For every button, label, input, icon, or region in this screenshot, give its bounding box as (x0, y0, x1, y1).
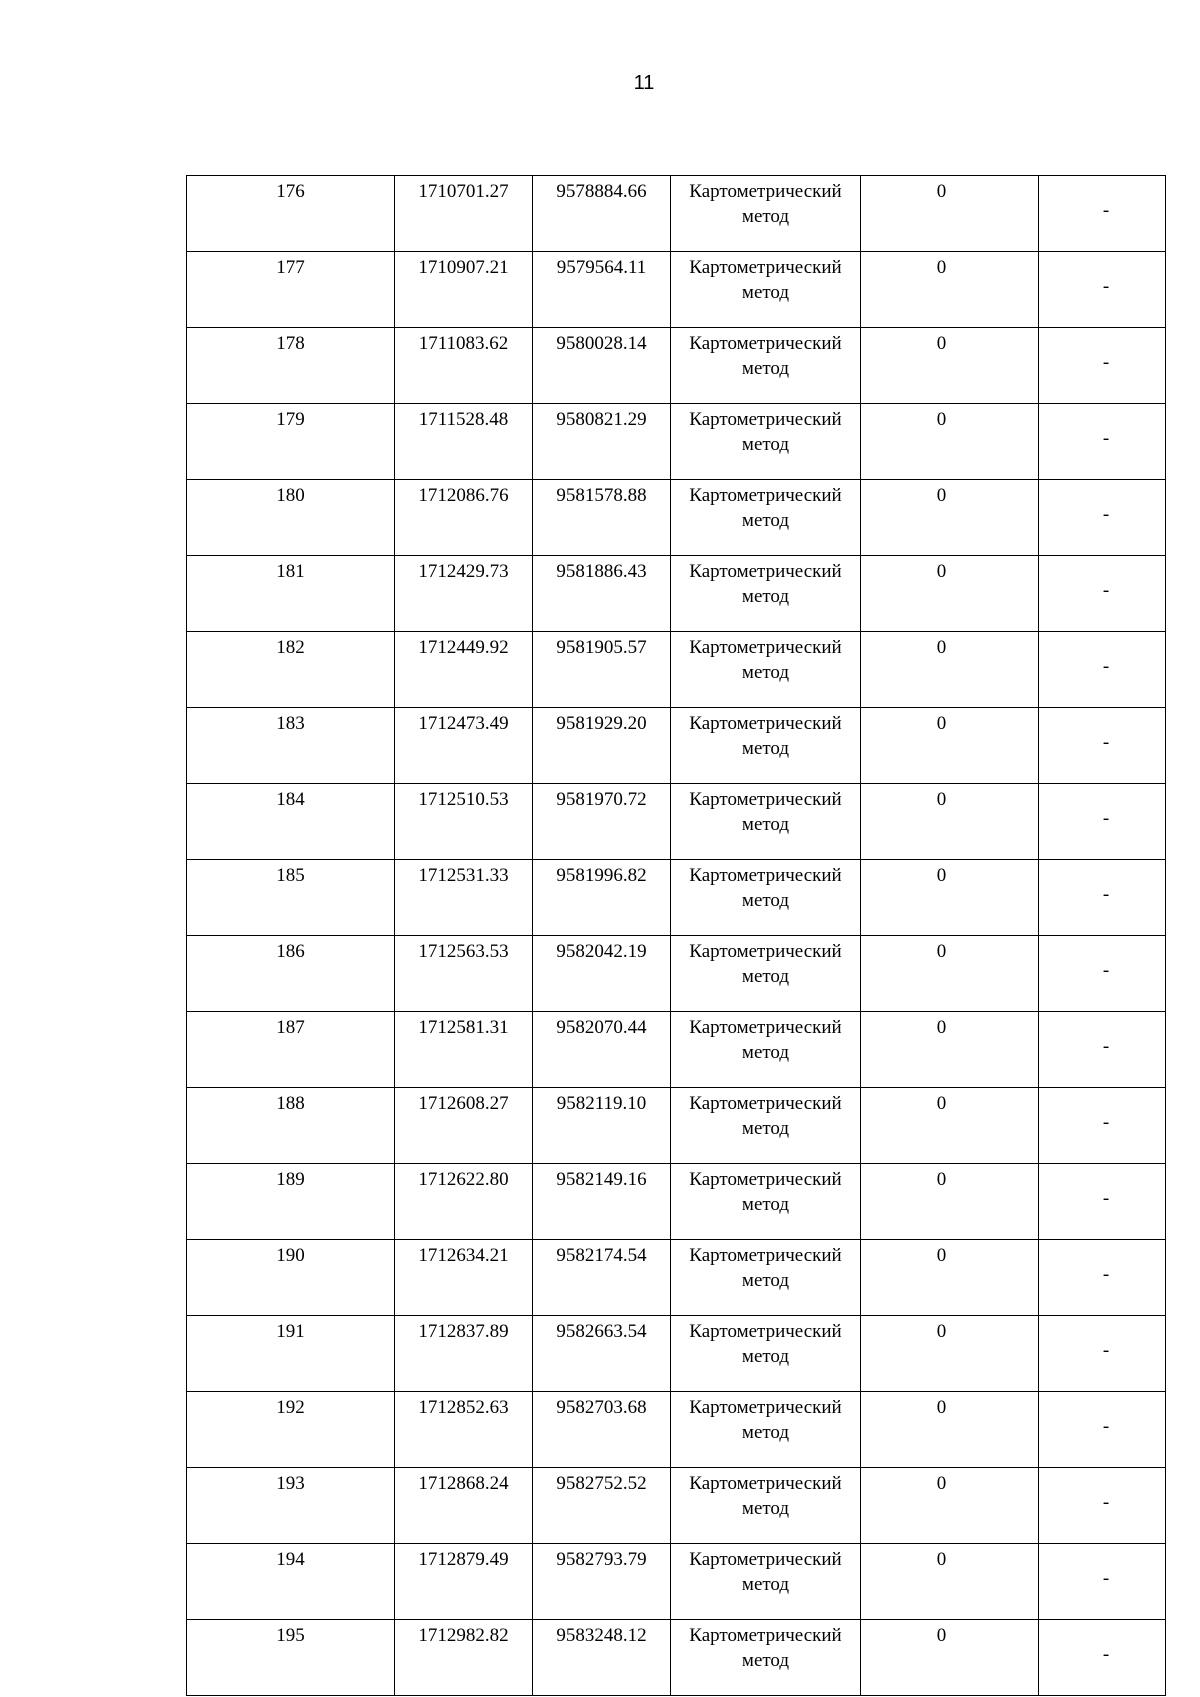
method-line-2: метод (741, 890, 790, 911)
method-line-1: Картометрический (689, 865, 842, 886)
error-cell: 0 (861, 1240, 1039, 1316)
note-cell: - (1039, 176, 1166, 252)
method-line-1: Картометрический (689, 1625, 842, 1646)
error-cell: 0 (861, 1012, 1039, 1088)
coordinates-table-body (187, 176, 1166, 1696)
method-cell (671, 252, 861, 328)
y-coordinate-cell: 9582793.79 (533, 1544, 671, 1620)
method-line-1: Картометрический (689, 1473, 842, 1494)
method-cell (671, 632, 861, 708)
note-cell: - (1039, 1620, 1166, 1696)
note-cell: - (1039, 1544, 1166, 1620)
method-line-2: метод (741, 282, 790, 303)
y-coordinate-cell: 9582703.68 (533, 1392, 671, 1468)
x-coordinate-cell: 1712852.63 (395, 1392, 533, 1468)
method-line-1: Картометрический (689, 181, 842, 202)
coordinates-table (186, 175, 1166, 1696)
table-row (187, 404, 1166, 480)
method-line-2: метод (741, 358, 790, 379)
table-row (187, 328, 1166, 404)
y-coordinate-cell: 9582663.54 (533, 1316, 671, 1392)
table-row (187, 252, 1166, 328)
method-line-1: Картометрический (689, 409, 842, 430)
x-coordinate-cell: 1712531.33 (395, 860, 533, 936)
method-cell (671, 1240, 861, 1316)
method-line-1: Картометрический (689, 713, 842, 734)
method-line-2: метод (741, 1346, 790, 1367)
page-number: 11 (633, 72, 655, 94)
table-row (187, 480, 1166, 556)
y-coordinate-cell: 9580028.14 (533, 328, 671, 404)
y-coordinate-cell: 9581970.72 (533, 784, 671, 860)
note-cell: - (1039, 1240, 1166, 1316)
x-coordinate-cell: 1712982.82 (395, 1620, 533, 1696)
point-number-cell: 193 (187, 1468, 395, 1544)
error-cell: 0 (861, 328, 1039, 404)
table-row (187, 1620, 1166, 1696)
method-line-1: Картометрический (689, 789, 842, 810)
error-cell: 0 (861, 556, 1039, 632)
note-cell: - (1039, 1164, 1166, 1240)
table-row (187, 1468, 1166, 1544)
method-line-1: Картометрический (689, 1169, 842, 1190)
method-cell (671, 404, 861, 480)
y-coordinate-cell: 9582042.19 (533, 936, 671, 1012)
y-coordinate-cell: 9581996.82 (533, 860, 671, 936)
y-coordinate-cell: 9581886.43 (533, 556, 671, 632)
method-line-1: Картометрический (689, 1397, 842, 1418)
method-line-2: метод (741, 510, 790, 531)
table-row (187, 1240, 1166, 1316)
method-line-1: Картометрический (689, 1245, 842, 1266)
y-coordinate-cell: 9581578.88 (533, 480, 671, 556)
error-cell: 0 (861, 1164, 1039, 1240)
table-row (187, 1012, 1166, 1088)
method-line-2: метод (741, 662, 790, 683)
method-cell (671, 1164, 861, 1240)
method-cell (671, 1620, 861, 1696)
method-cell (671, 1012, 861, 1088)
method-line-1: Картометрический (689, 333, 842, 354)
y-coordinate-cell: 9582149.16 (533, 1164, 671, 1240)
method-cell (671, 176, 861, 252)
point-number-cell: 185 (187, 860, 395, 936)
method-line-2: метод (741, 206, 790, 227)
y-coordinate-cell: 9579564.11 (533, 252, 671, 328)
note-cell: - (1039, 1012, 1166, 1088)
method-line-2: метод (741, 434, 790, 455)
method-cell (671, 1544, 861, 1620)
note-cell: - (1039, 632, 1166, 708)
point-number-cell: 194 (187, 1544, 395, 1620)
note-cell: - (1039, 1468, 1166, 1544)
error-cell: 0 (861, 860, 1039, 936)
note-cell: - (1039, 936, 1166, 1012)
note-cell: - (1039, 328, 1166, 404)
method-line-1: Картометрический (689, 257, 842, 278)
point-number-cell: 191 (187, 1316, 395, 1392)
point-number-cell: 179 (187, 404, 395, 480)
table-row (187, 1164, 1166, 1240)
x-coordinate-cell: 1712622.80 (395, 1164, 533, 1240)
method-line-2: метод (741, 1574, 790, 1595)
method-line-2: метод (741, 586, 790, 607)
table-row (187, 1088, 1166, 1164)
table-row (187, 708, 1166, 784)
x-coordinate-cell: 1712879.49 (395, 1544, 533, 1620)
point-number-cell: 188 (187, 1088, 395, 1164)
method-line-2: метод (741, 1650, 790, 1671)
point-number-cell: 182 (187, 632, 395, 708)
error-cell: 0 (861, 1620, 1039, 1696)
table-row (187, 1316, 1166, 1392)
method-line-1: Картометрический (689, 561, 842, 582)
note-cell: - (1039, 252, 1166, 328)
method-cell (671, 708, 861, 784)
method-line-2: метод (741, 738, 790, 759)
method-line-2: метод (741, 1118, 790, 1139)
point-number-cell: 195 (187, 1620, 395, 1696)
point-number-cell: 177 (187, 252, 395, 328)
x-coordinate-cell: 1712510.53 (395, 784, 533, 860)
note-cell: - (1039, 404, 1166, 480)
error-cell: 0 (861, 784, 1039, 860)
x-coordinate-cell: 1712634.21 (395, 1240, 533, 1316)
table-row (187, 860, 1166, 936)
table-row (187, 556, 1166, 632)
y-coordinate-cell: 9582174.54 (533, 1240, 671, 1316)
error-cell: 0 (861, 404, 1039, 480)
x-coordinate-cell: 1712473.49 (395, 708, 533, 784)
point-number-cell: 180 (187, 480, 395, 556)
method-line-1: Картометрический (689, 637, 842, 658)
y-coordinate-cell: 9582119.10 (533, 1088, 671, 1164)
point-number-cell: 187 (187, 1012, 395, 1088)
error-cell: 0 (861, 252, 1039, 328)
point-number-cell: 190 (187, 1240, 395, 1316)
note-cell: - (1039, 708, 1166, 784)
x-coordinate-cell: 1712449.92 (395, 632, 533, 708)
method-cell (671, 556, 861, 632)
table-row (187, 632, 1166, 708)
method-line-2: метод (741, 1422, 790, 1443)
note-cell: - (1039, 1316, 1166, 1392)
point-number-cell: 183 (187, 708, 395, 784)
method-line-2: метод (741, 1042, 790, 1063)
error-cell: 0 (861, 1392, 1039, 1468)
y-coordinate-cell: 9580821.29 (533, 404, 671, 480)
table-row (187, 936, 1166, 1012)
error-cell: 0 (861, 480, 1039, 556)
x-coordinate-cell: 1712581.31 (395, 1012, 533, 1088)
x-coordinate-cell: 1712837.89 (395, 1316, 533, 1392)
x-coordinate-cell: 1711528.48 (395, 404, 533, 480)
y-coordinate-cell: 9582752.52 (533, 1468, 671, 1544)
method-line-2: метод (741, 966, 790, 987)
note-cell: - (1039, 1088, 1166, 1164)
method-cell (671, 784, 861, 860)
x-coordinate-cell: 1711083.62 (395, 328, 533, 404)
error-cell: 0 (861, 176, 1039, 252)
method-line-2: метод (741, 1498, 790, 1519)
y-coordinate-cell: 9583248.12 (533, 1620, 671, 1696)
method-line-1: Картометрический (689, 1017, 842, 1038)
method-cell (671, 936, 861, 1012)
method-cell (671, 480, 861, 556)
point-number-cell: 189 (187, 1164, 395, 1240)
method-line-1: Картометрический (689, 485, 842, 506)
table-row (187, 1392, 1166, 1468)
method-cell (671, 1468, 861, 1544)
error-cell: 0 (861, 708, 1039, 784)
note-cell: - (1039, 556, 1166, 632)
point-number-cell: 192 (187, 1392, 395, 1468)
method-line-2: метод (741, 1270, 790, 1291)
table-row (187, 1544, 1166, 1620)
method-cell (671, 1392, 861, 1468)
table-row (187, 176, 1166, 252)
x-coordinate-cell: 1712563.53 (395, 936, 533, 1012)
method-line-1: Картометрический (689, 1093, 842, 1114)
method-cell (671, 328, 861, 404)
point-number-cell: 178 (187, 328, 395, 404)
note-cell: - (1039, 860, 1166, 936)
method-cell (671, 1316, 861, 1392)
point-number-cell: 186 (187, 936, 395, 1012)
x-coordinate-cell: 1712086.76 (395, 480, 533, 556)
error-cell: 0 (861, 1544, 1039, 1620)
point-number-cell: 181 (187, 556, 395, 632)
x-coordinate-cell: 1710907.21 (395, 252, 533, 328)
point-number-cell: 184 (187, 784, 395, 860)
note-cell: - (1039, 784, 1166, 860)
y-coordinate-cell: 9581929.20 (533, 708, 671, 784)
error-cell: 0 (861, 1316, 1039, 1392)
note-cell: - (1039, 480, 1166, 556)
table-row (187, 784, 1166, 860)
method-cell (671, 860, 861, 936)
y-coordinate-cell: 9578884.66 (533, 176, 671, 252)
x-coordinate-cell: 1712868.24 (395, 1468, 533, 1544)
error-cell: 0 (861, 1088, 1039, 1164)
method-line-2: метод (741, 814, 790, 835)
method-line-1: Картометрический (689, 1321, 842, 1342)
x-coordinate-cell: 1712608.27 (395, 1088, 533, 1164)
y-coordinate-cell: 9582070.44 (533, 1012, 671, 1088)
y-coordinate-cell: 9581905.57 (533, 632, 671, 708)
error-cell: 0 (861, 936, 1039, 1012)
method-line-2: метод (741, 1194, 790, 1215)
error-cell: 0 (861, 632, 1039, 708)
method-line-1: Картометрический (689, 941, 842, 962)
point-number-cell: 176 (187, 176, 395, 252)
note-cell: - (1039, 1392, 1166, 1468)
x-coordinate-cell: 1712429.73 (395, 556, 533, 632)
method-line-1: Картометрический (689, 1549, 842, 1570)
method-cell (671, 1088, 861, 1164)
error-cell: 0 (861, 1468, 1039, 1544)
x-coordinate-cell: 1710701.27 (395, 176, 533, 252)
